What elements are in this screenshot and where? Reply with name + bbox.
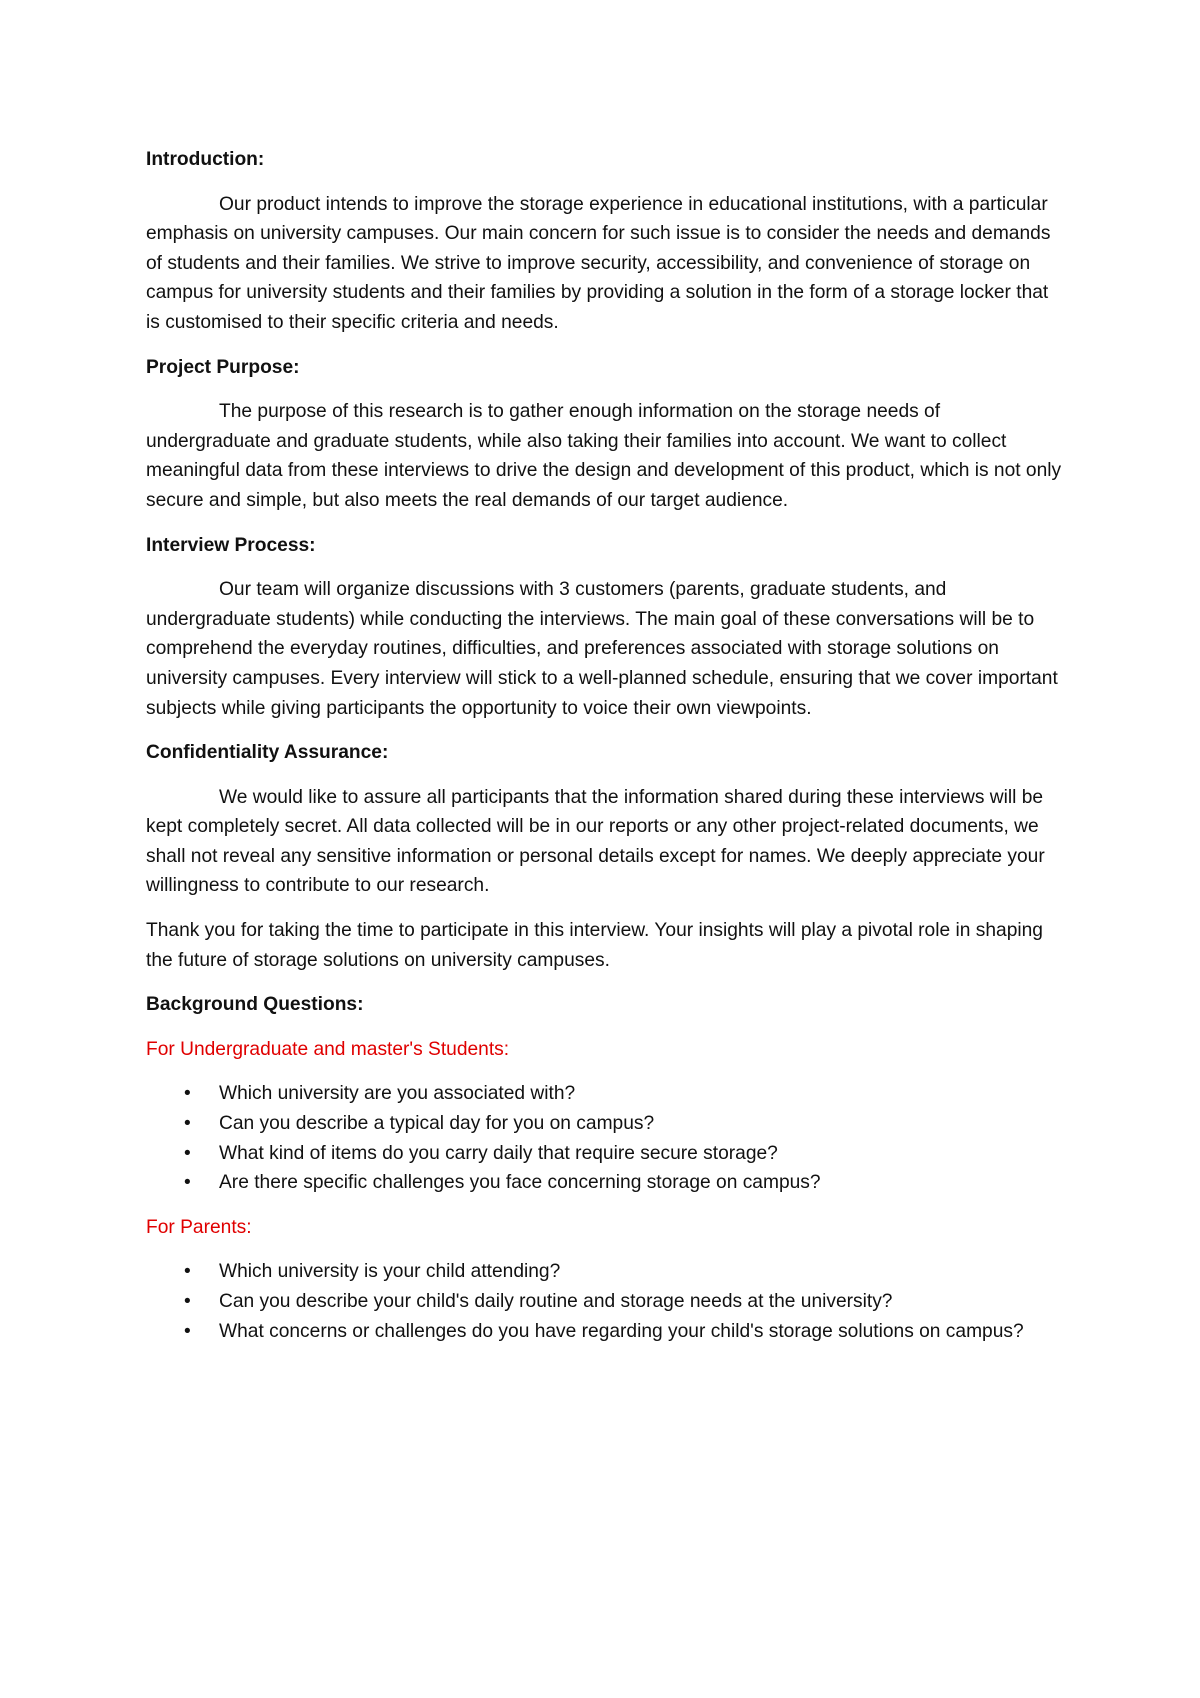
list-item <box>146 1079 1064 1109</box>
students-question-list <box>146 1079 1064 1197</box>
question-text: What kind of items do you carry daily that require secure storage? <box>219 1142 778 1164</box>
bullet-icon: • <box>184 1083 191 1105</box>
question-text: Can you describe a typical day for you on campus? <box>219 1113 655 1135</box>
document-body <box>146 145 1064 1361</box>
list-item <box>146 1317 1064 1347</box>
question-text: Which university are you associated with? <box>219 1083 576 1105</box>
purpose-paragraph: The purpose of this research is to gather enough information on the storage needs of undergraduate and graduate students, while also taking their families into account. We want to collect meaningful data from these interviews to drive the design and development of this product, which is not only secure and simple, but also meets the real demands of our target audience. <box>146 401 1062 511</box>
thanks-paragraph: Thank you for taking the time to participate in this interview. Your insights will play a pivotal role in shaping the future of storage solutions on university campuses. <box>146 920 1043 971</box>
parents-question-list <box>146 1257 1064 1346</box>
list-item <box>146 1168 1064 1198</box>
confidentiality-heading: Confidentiality Assurance: <box>146 742 389 764</box>
bullet-icon: • <box>184 1172 191 1194</box>
list-item <box>146 1287 1064 1317</box>
parents-subheading: For Parents: <box>146 1216 252 1238</box>
process-heading: Interview Process: <box>146 534 316 556</box>
students-subheading: For Undergraduate and master's Students: <box>146 1038 510 1060</box>
list-item <box>146 1109 1064 1139</box>
bullet-icon: • <box>184 1142 191 1164</box>
question-text: Are there specific challenges you face concerning storage on campus? <box>219 1172 821 1194</box>
bullet-icon: • <box>184 1320 191 1342</box>
introduction-heading: Introduction: <box>146 149 265 170</box>
purpose-heading: Project Purpose: <box>146 356 300 378</box>
bullet-icon: • <box>184 1291 191 1312</box>
list-item <box>146 1257 1064 1287</box>
question-text: What concerns or challenges do you have regarding your child's storage solutions on campus? <box>219 1320 1024 1342</box>
bullet-icon: • <box>184 1261 191 1283</box>
question-text: Can you describe your child's daily routine and storage needs at the university? <box>219 1291 893 1312</box>
background-heading: Background Questions: <box>146 994 364 1016</box>
list-item <box>146 1139 1064 1169</box>
confidentiality-paragraph: We would like to assure all participants that the information shared during these interviews will be kept completely secret. All data collected will be in our reports or any other project-related documents, we shall not reveal any sensitive information or personal details except for names. We deeply appreciate your willingness to contribute to our research. <box>146 786 1045 897</box>
process-paragraph: Our team will organize discussions with 3 customers (parents, graduate students, and undergraduate students) while conducting the interviews. The main goal of these conversations will be to comprehend the everyday routines, difficulties, and preferences associated with storage solutions on university campuses. Every interview will stick to a well-planned schedule, ensuring that we cover important subjects while giving participants the opportunity to voice their own viewpoints. <box>146 579 1058 719</box>
question-text: Which university is your child attending? <box>219 1261 561 1283</box>
introduction-paragraph: Our product intends to improve the storage experience in educational institutions, with a particular emphasis on university campuses. Our main concern for such issue is to consider the needs and demands of students and their families. We strive to improve security, accessibility, and convenience of storage on campus for university students and their families by providing a solution in the form of a storage locker that is customised to their specific criteria and needs. <box>146 193 1051 333</box>
bullet-icon: • <box>184 1113 191 1135</box>
